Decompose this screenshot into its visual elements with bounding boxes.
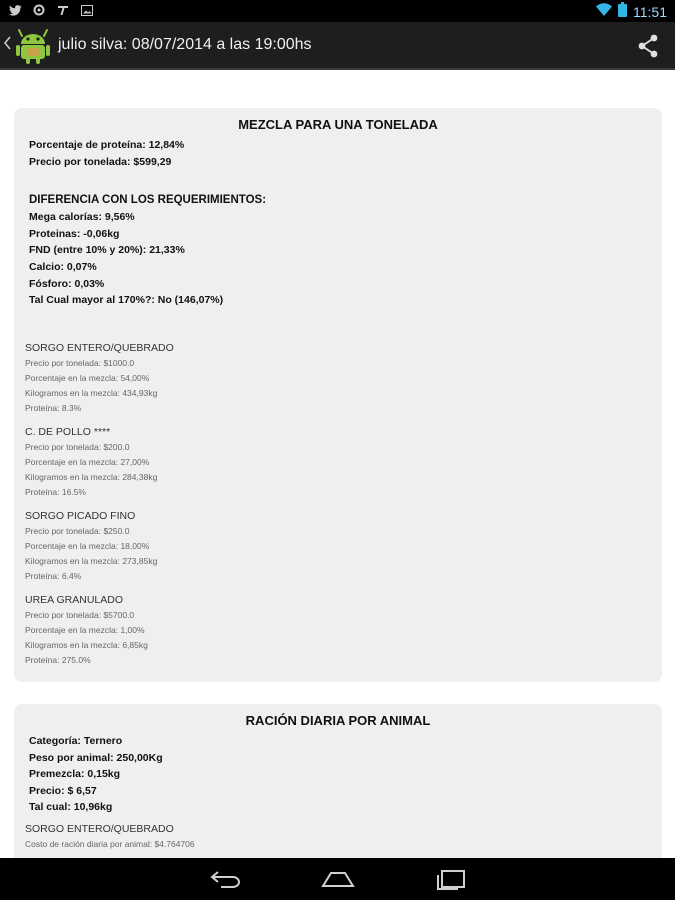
mix-card <box>14 108 662 682</box>
wifi-icon <box>596 3 612 21</box>
ingredient-name: UREA GRANULADO <box>25 593 124 606</box>
ingredient-detail: Porcentaje en la mezcla: 54,00% <box>25 372 150 383</box>
ingredient-name: SORGO ENTERO/QUEBRADO <box>25 341 174 354</box>
ingredient-detail: Porcentaje en la mezcla: 1,00% <box>25 624 145 635</box>
twitter-icon <box>8 3 22 17</box>
ingredient-detail: Proteína: 6.4% <box>25 570 82 581</box>
diff-line: Proteinas: -0,06kg <box>29 227 120 240</box>
ration-line: Peso por animal: 250,00Kg <box>29 751 163 764</box>
ration-summary <box>14 733 662 816</box>
ingredient-detail: Kilogramos en la mezcla: 273,85kg <box>25 555 158 566</box>
recents-nav-icon[interactable] <box>435 868 469 890</box>
ration-line: Categoría: Ternero <box>29 735 123 747</box>
diff-line: Fósforo: 0,03% <box>29 277 105 290</box>
battery-icon <box>618 2 627 22</box>
image-icon <box>80 3 94 17</box>
back-nav-icon[interactable] <box>209 868 243 890</box>
page-title: julio silva: 08/07/2014 a las 19:00hs <box>58 36 312 53</box>
home-nav-icon[interactable] <box>321 868 355 890</box>
requirements-diff <box>14 192 662 309</box>
system-icons <box>596 2 667 22</box>
protein-percent: Porcentaje de proteína: 12,84% <box>29 139 185 151</box>
back-chevron-icon[interactable] <box>4 36 12 55</box>
diff-title: DIFERENCIA CON LOS REQUERIMIENTOS: <box>29 194 267 207</box>
ingredient-detail: Proteína: 8.3% <box>25 402 82 413</box>
ingredient-item <box>25 341 662 416</box>
navigation-bar <box>0 858 675 900</box>
diff-line: FND (entre 10% y 20%): 21,33% <box>29 244 185 257</box>
share-icon[interactable] <box>637 34 659 58</box>
ingredient-detail: Costo de ración diaria por animal: $4.764706 <box>25 838 195 849</box>
ingredient-detail: Precio por tonelada: $1000.0 <box>25 357 135 368</box>
ingredient-detail: Proteína: 16.5% <box>25 486 86 497</box>
ingredient-item <box>25 509 662 584</box>
clock: 11:51 <box>633 4 667 20</box>
ration-line: Tal cual: 10,96kg <box>29 801 113 814</box>
diff-line: Tal Cual mayor al 170%?: No (146,07%) <box>29 294 224 307</box>
text-icon <box>56 3 70 17</box>
price-per-ton: Precio por tonelada: $599,29 <box>29 155 172 168</box>
action-bar <box>0 22 675 70</box>
mix-card-title: MEZCLA PARA UNA TONELADA <box>238 117 438 132</box>
diff-line: Mega calorías: 9,56% <box>29 211 135 224</box>
ingredient-detail: Precio por tonelada: $200.0 <box>25 441 130 452</box>
ingredient-list <box>14 341 662 668</box>
settings-icon <box>32 3 46 17</box>
ration-ingredient <box>14 822 662 852</box>
ingredient-detail: Kilogramos en la mezcla: 284,38kg <box>25 471 158 482</box>
android-icon[interactable] <box>16 28 50 64</box>
ration-card <box>14 704 662 858</box>
report-content[interactable] <box>0 72 675 858</box>
mix-summary <box>14 137 662 170</box>
ingredient-detail: Precio por tonelada: $5700.0 <box>25 609 135 620</box>
ingredient-detail: Kilogramos en la mezcla: 6,85kg <box>25 639 148 650</box>
ingredient-name: C. DE POLLO **** <box>25 425 111 438</box>
ingredient-detail: Precio por tonelada: $250.0 <box>25 525 130 536</box>
ration-card-title: RACIÓN DIARIA POR ANIMAL <box>245 713 431 728</box>
status-bar <box>0 0 675 22</box>
diff-line: Calcio: 0,07% <box>29 260 97 273</box>
ingredient-item <box>25 593 662 668</box>
ingredient-detail: Kilogramos en la mezcla: 434,93kg <box>25 387 158 398</box>
ration-line: Precio: $ 6,57 <box>29 784 97 797</box>
ingredient-name: SORGO ENTERO/QUEBRADO <box>25 822 174 835</box>
ingredient-name: SORGO PICADO FINO <box>25 509 136 522</box>
notification-icons <box>8 3 94 17</box>
ingredient-detail: Porcentaje en la mezcla: 18,00% <box>25 540 150 551</box>
ingredient-detail: Porcentaje en la mezcla: 27,00% <box>25 456 150 467</box>
ingredient-item <box>25 425 662 500</box>
ingredient-detail: Proteína: 275.0% <box>25 654 91 665</box>
ration-line: Premezcla: 0,15kg <box>29 768 121 781</box>
